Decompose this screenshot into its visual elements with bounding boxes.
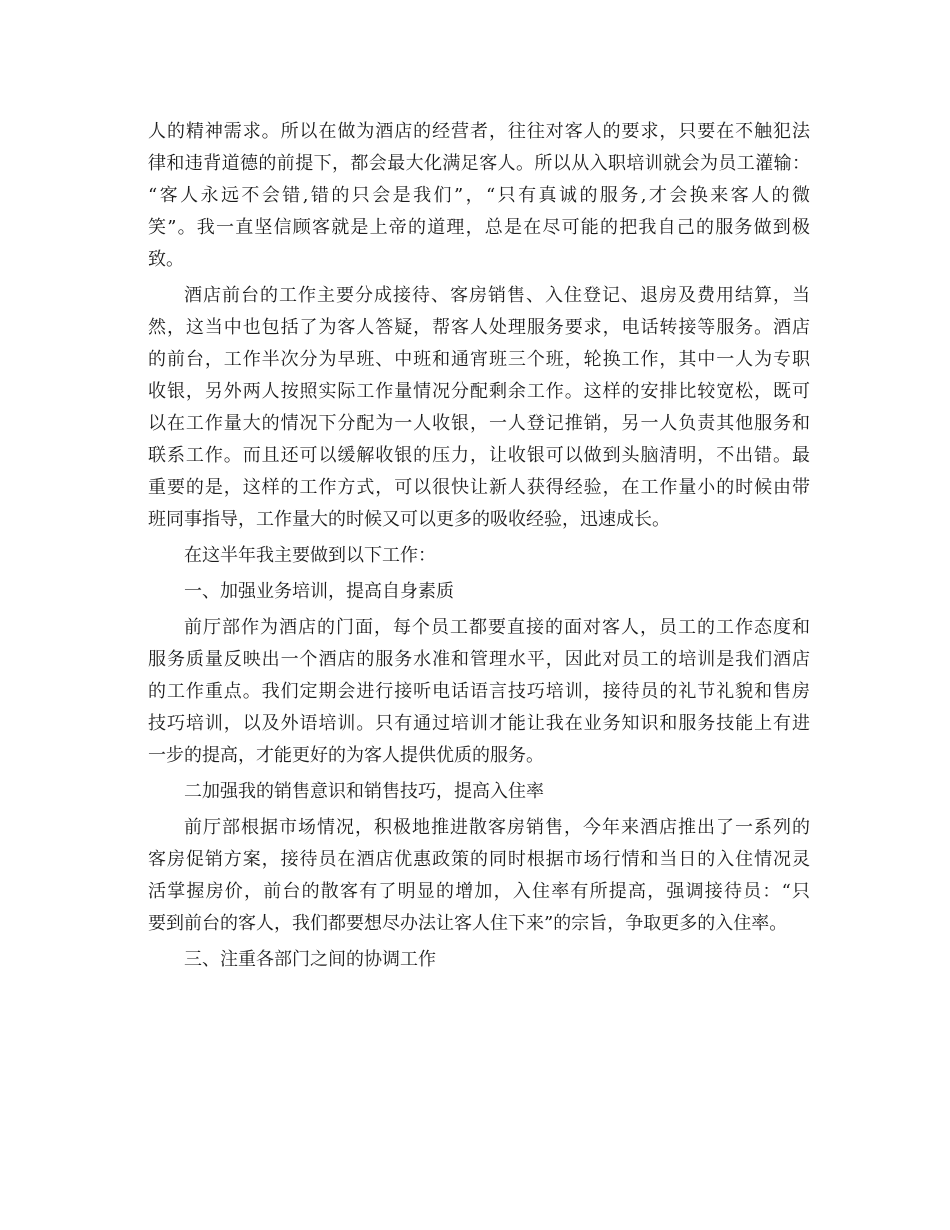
paragraph-guest-needs bbox=[148, 116, 810, 276]
paragraph-work-intro bbox=[148, 540, 810, 572]
text-line: 在这半年我主要做到以下工作： bbox=[184, 545, 436, 566]
text-line: 一步的提高，才能更好的为客人提供优质的服务。 bbox=[148, 745, 544, 766]
text-line: 然，这当中也包括了为客人答疑，帮客人处理服务要求，电话转接等服务。酒店 bbox=[148, 317, 810, 338]
text-line: 致。 bbox=[148, 249, 184, 270]
text-line: “客人永远不会错,错的只会是我们”，“只有真诚的服务,才会换来客人的微 bbox=[148, 185, 810, 206]
document-body bbox=[148, 116, 810, 976]
text-line: 二加强我的销售意识和销售技巧，提高入住率 bbox=[184, 781, 544, 802]
paragraph-sales bbox=[148, 812, 810, 940]
section-heading-coordination bbox=[148, 944, 810, 976]
section-heading-sales bbox=[148, 776, 810, 808]
text-line: 客房促销方案，接待员在酒店优惠政策的同时根据市场行情和当日的入住情况灵 bbox=[148, 849, 810, 870]
paragraph-training bbox=[148, 612, 810, 772]
text-line: 活掌握房价，前台的散客有了明显的增加，入住率有所提高，强调接待员：“只 bbox=[148, 881, 810, 902]
text-line: 技巧培训，以及外语培训。只有通过培训才能让我在业务知识和服务技能上有进 bbox=[148, 713, 810, 734]
text-line: 联系工作。而且还可以缓解收银的压力，让收银可以做到头脑清明，不出错。最 bbox=[148, 445, 810, 466]
text-line: 律和违背道德的前提下，都会最大化满足客人。所以从入职培训就会为员工灌输： bbox=[148, 153, 810, 174]
text-line: 三、注重各部门之间的协调工作 bbox=[184, 949, 436, 970]
text-line: 前厅部根据市场情况，积极地推进散客房销售，今年来酒店推出了一系列的 bbox=[184, 817, 810, 838]
text-line: 酒店前台的工作主要分成接待、客房销售、入住登记、退房及费用结算，当 bbox=[184, 285, 810, 306]
paragraph-front-desk-duties bbox=[148, 280, 810, 536]
text-line: 笑”。我一直坚信顾客就是上帝的道理，总是在尽可能的把我自己的服务做到极 bbox=[148, 217, 810, 238]
text-line: 的前台，工作半次分为早班、中班和通宵班三个班，轮换工作，其中一人为专职 bbox=[148, 349, 810, 370]
text-line: 收银，另外两人按照实际工作量情况分配剩余工作。这样的安排比较宽松，既可 bbox=[148, 381, 810, 402]
text-line: 人的精神需求。所以在做为酒店的经营者，往往对客人的要求，只要在不触犯法 bbox=[148, 121, 810, 142]
text-line: 服务质量反映出一个酒店的服务水准和管理水平，因此对员工的培训是我们酒店 bbox=[148, 649, 810, 670]
text-line: 班同事指导，工作量大的时候又可以更多的吸收经验，迅速成长。 bbox=[148, 509, 670, 530]
text-line: 的工作重点。我们定期会进行接听电话语言技巧培训，接待员的礼节礼貌和售房 bbox=[148, 681, 810, 702]
text-line: 一、加强业务培训，提高自身素质 bbox=[184, 581, 454, 602]
text-line: 重要的是，这样的工作方式，可以很快让新人获得经验，在工作量小的时候由带 bbox=[148, 477, 810, 498]
text-line: 前厅部作为酒店的门面，每个员工都要直接的面对客人，员工的工作态度和 bbox=[184, 617, 810, 638]
section-heading-training bbox=[148, 576, 810, 608]
text-line: 以在工作量大的情况下分配为一人收银，一人登记推销，另一人负责其他服务和 bbox=[148, 413, 810, 434]
text-line: 要到前台的客人，我们都要想尽办法让客人住下来”的宗旨，争取更多的入住率。 bbox=[148, 913, 788, 934]
